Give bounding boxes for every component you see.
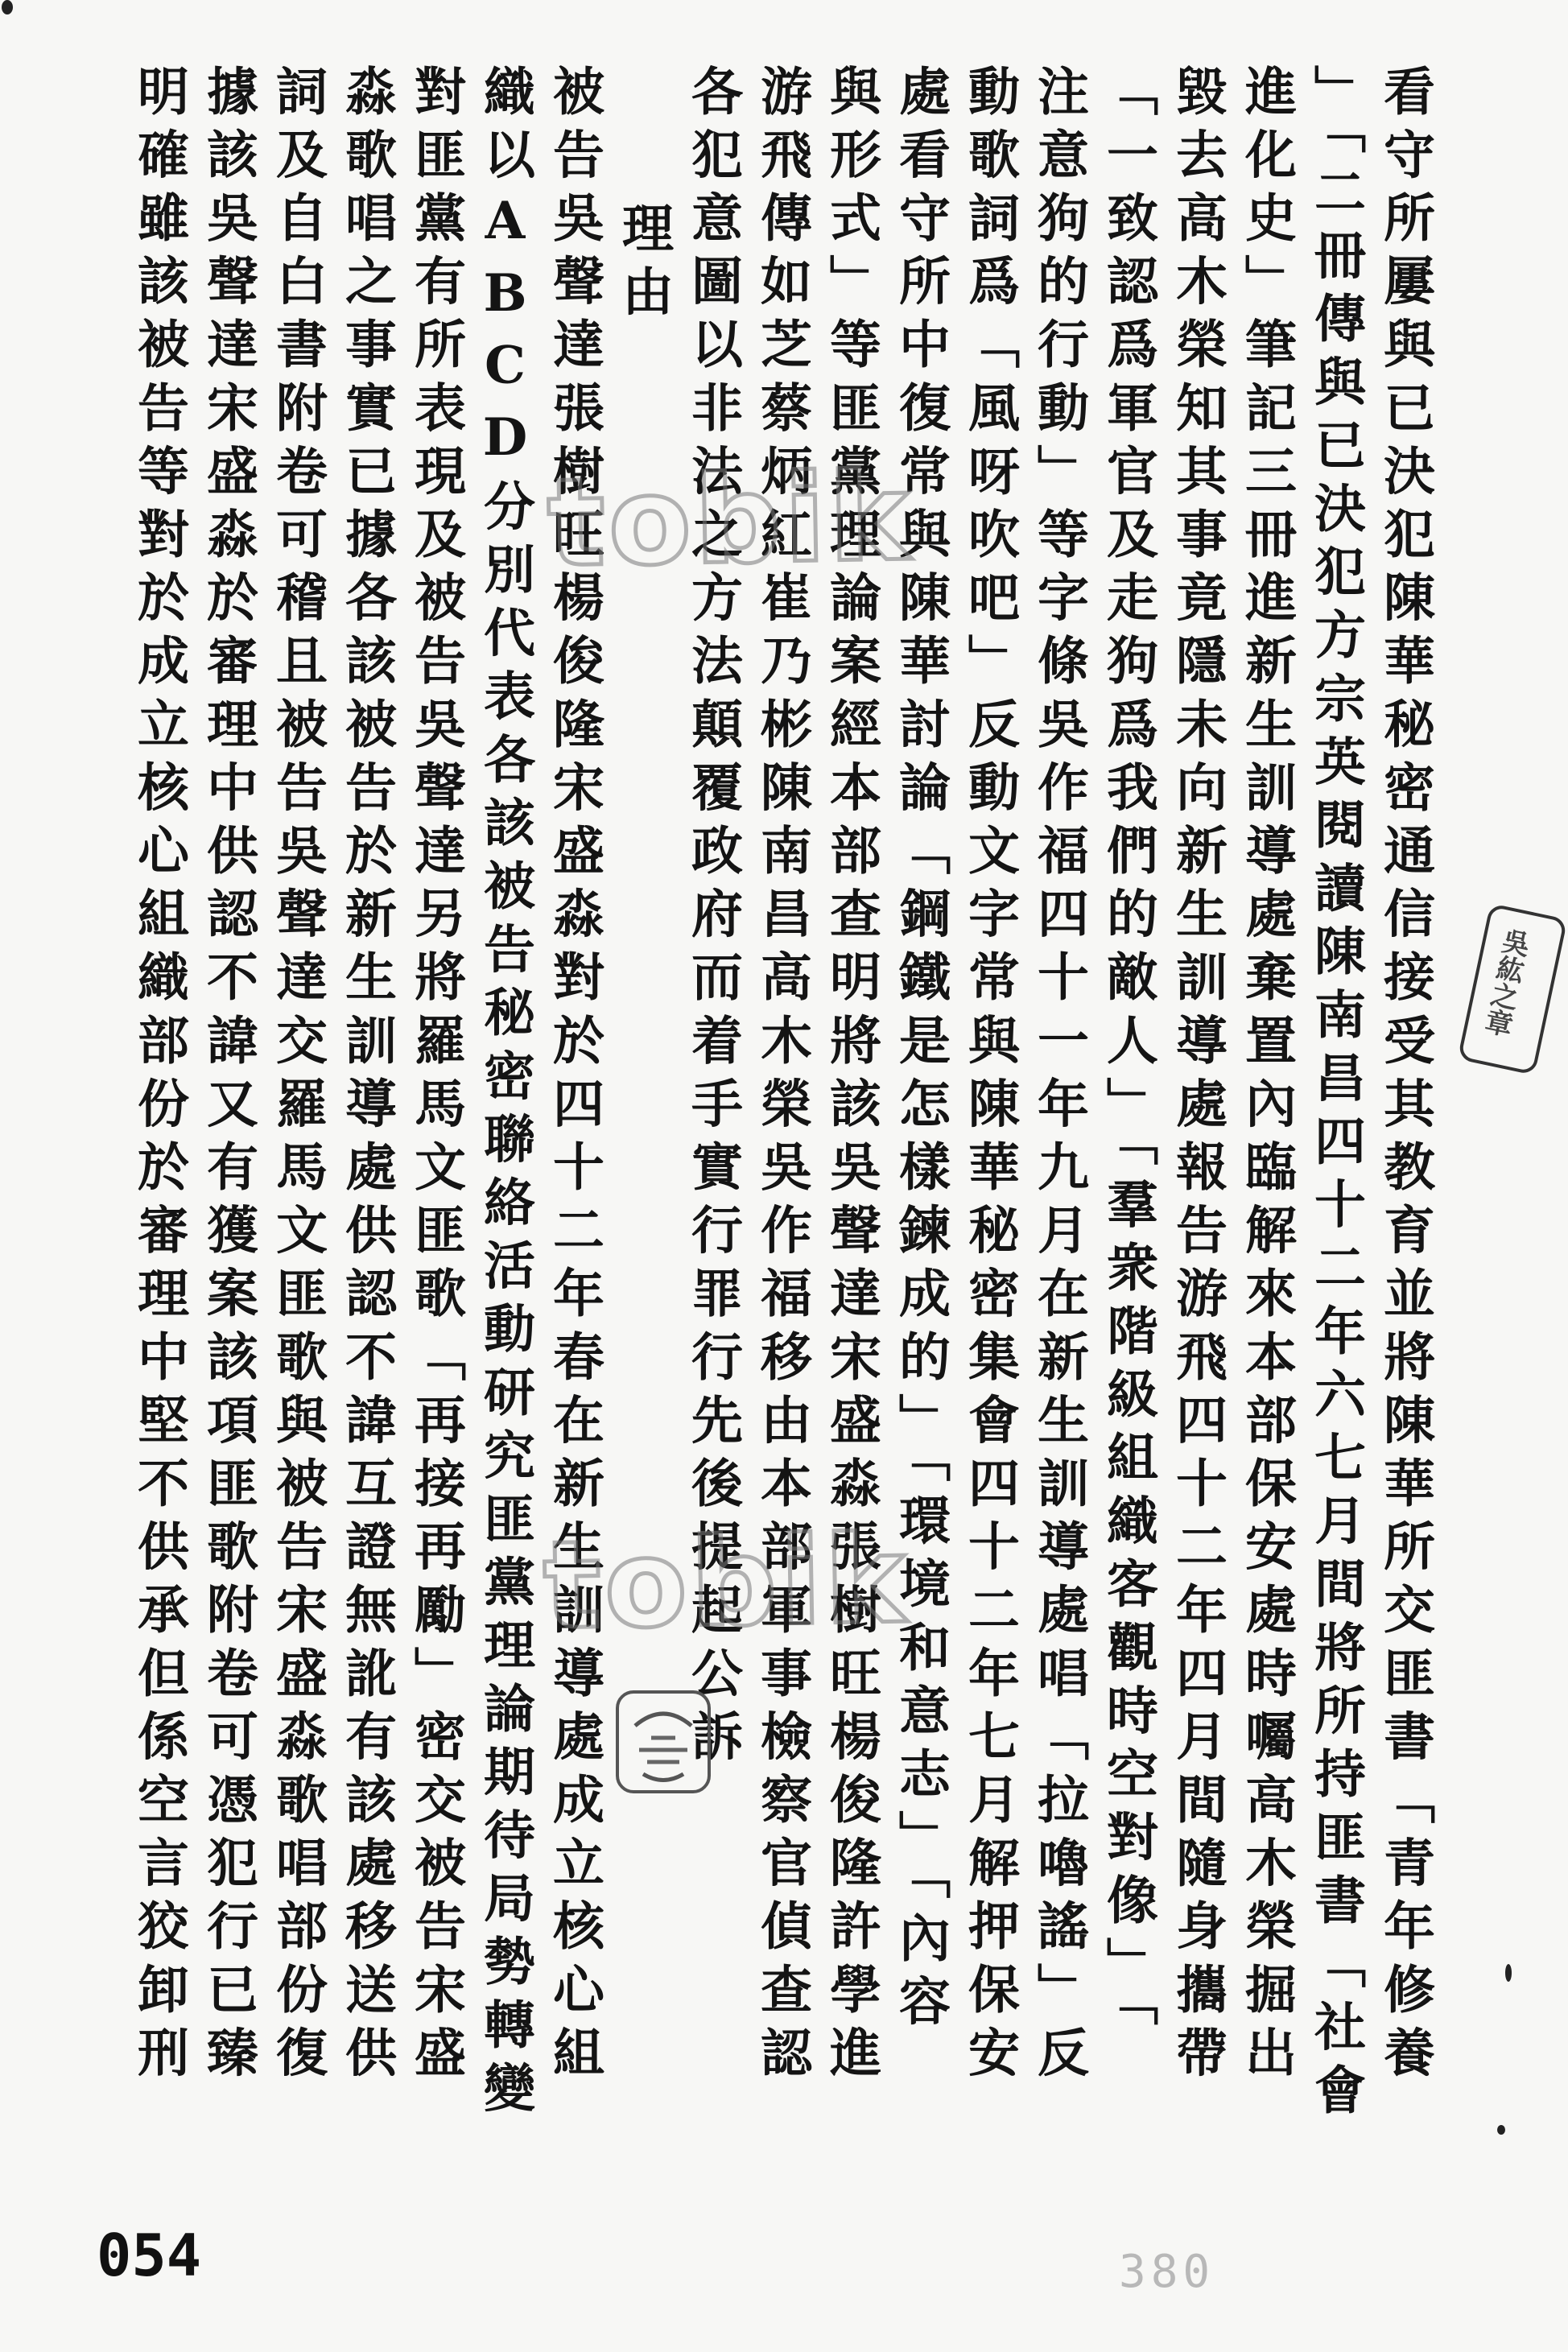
page-number: 054 bbox=[97, 2222, 202, 2289]
seal-stamp-small bbox=[616, 1690, 711, 1793]
watermark-lower: tobik bbox=[542, 1510, 910, 1657]
section-heading-reason: 理由 bbox=[613, 201, 674, 328]
text-column-8: 處看守所中復常與陳華討論「鋼鐵是怎樣鍊成的」「環境和意志」「內容 bbox=[890, 64, 951, 2038]
text-column-2: 」「二冊傳與已決犯方宗英閱讀陳南昌四十二年六七月間將所持匪書「社會 bbox=[1306, 64, 1366, 2127]
text-column-3: 進化史」筆記三冊進新生訓導處棄置內臨解來本部保安處時囑高木榮掘出 bbox=[1236, 64, 1297, 2090]
text-column-10: 游飛傳如芝蔡炳紅崔乃彬陳南昌高木榮吳作福移由本部軍事檢察官偵查認 bbox=[752, 64, 812, 2090]
scan-speck bbox=[1497, 2125, 1505, 2135]
signature-stamp: 吳紘之章 bbox=[1457, 903, 1567, 1075]
text-column-19: 明確雖該被告等對於成立核心組織部份於審理中堅不供承但係空言狡卸刑 bbox=[129, 64, 189, 2090]
text-column-7: 動歌詞爲「風呀吹吧」反動文字常與陳華秘密集會四十二年七月解押保安 bbox=[959, 64, 1020, 2090]
text-column-5: 「一致認爲軍官及走狗爲我們的敵人」「羣衆階級組織客觀時空對像」「 bbox=[1098, 64, 1158, 2038]
text-column-16: 淼歌唱之事實已據各該被告於新生訓導處供認不諱互證無訛有該處移送供 bbox=[336, 64, 397, 2090]
text-column-6: 注意狗的行動」等字條吳作福四十一年九月在新生訓導處唱「拉嚕謠」反 bbox=[1029, 64, 1089, 2090]
watermark-upper: tobik bbox=[546, 448, 914, 594]
vertical-text-area bbox=[71, 64, 1439, 2127]
text-column-17: 詞及自白書附卷可稽且被告吳聲達交羅馬文匪歌與被告宋盛淼歌唱部份復 bbox=[267, 64, 328, 2090]
text-column-1: 看守所屢與已決犯陳華秘密通信接受其教育並將陳華所交匪書「青年修養 bbox=[1375, 64, 1435, 2090]
text-column-4: 毀去高木榮知其事竟隱未向新生訓導處報告游飛四十二年四月間隨身攜帶 bbox=[1167, 64, 1228, 2090]
text-column-9: 與形式」等匪黨理論案經本部查明將該吳聲達宋盛淼張樹旺楊俊隆許學進 bbox=[821, 64, 881, 2090]
seal-mark-icon bbox=[619, 1694, 708, 1790]
text-column-13: 被告吳聲達張樹旺楊俊隆宋盛淼對於四十二年春在新生訓導處成立核心組 bbox=[544, 64, 605, 2090]
text-column-14: 織以ABCD分別代表各該被告秘密聯絡活動研究匪黨理論期待局勢轉變 bbox=[475, 64, 535, 2125]
text-column-11: 各犯意圖以非法之方法顛覆政府而着手實行罪行先後提起公訴 bbox=[683, 64, 743, 1773]
scan-speck bbox=[1505, 1964, 1512, 1982]
text-column-18: 據該吳聲達宋盛淼於審理中供認不諱又有獲案該項匪歌附卷可憑犯行已臻 bbox=[198, 64, 258, 2090]
text-column-15: 對匪黨有所表現及被告吳聲達另將羅馬文匪歌「再接再勵」密交被告宋盛 bbox=[406, 64, 466, 2090]
faint-page-number: 380 bbox=[1119, 2246, 1215, 2298]
scan-speck bbox=[2, 0, 13, 14]
